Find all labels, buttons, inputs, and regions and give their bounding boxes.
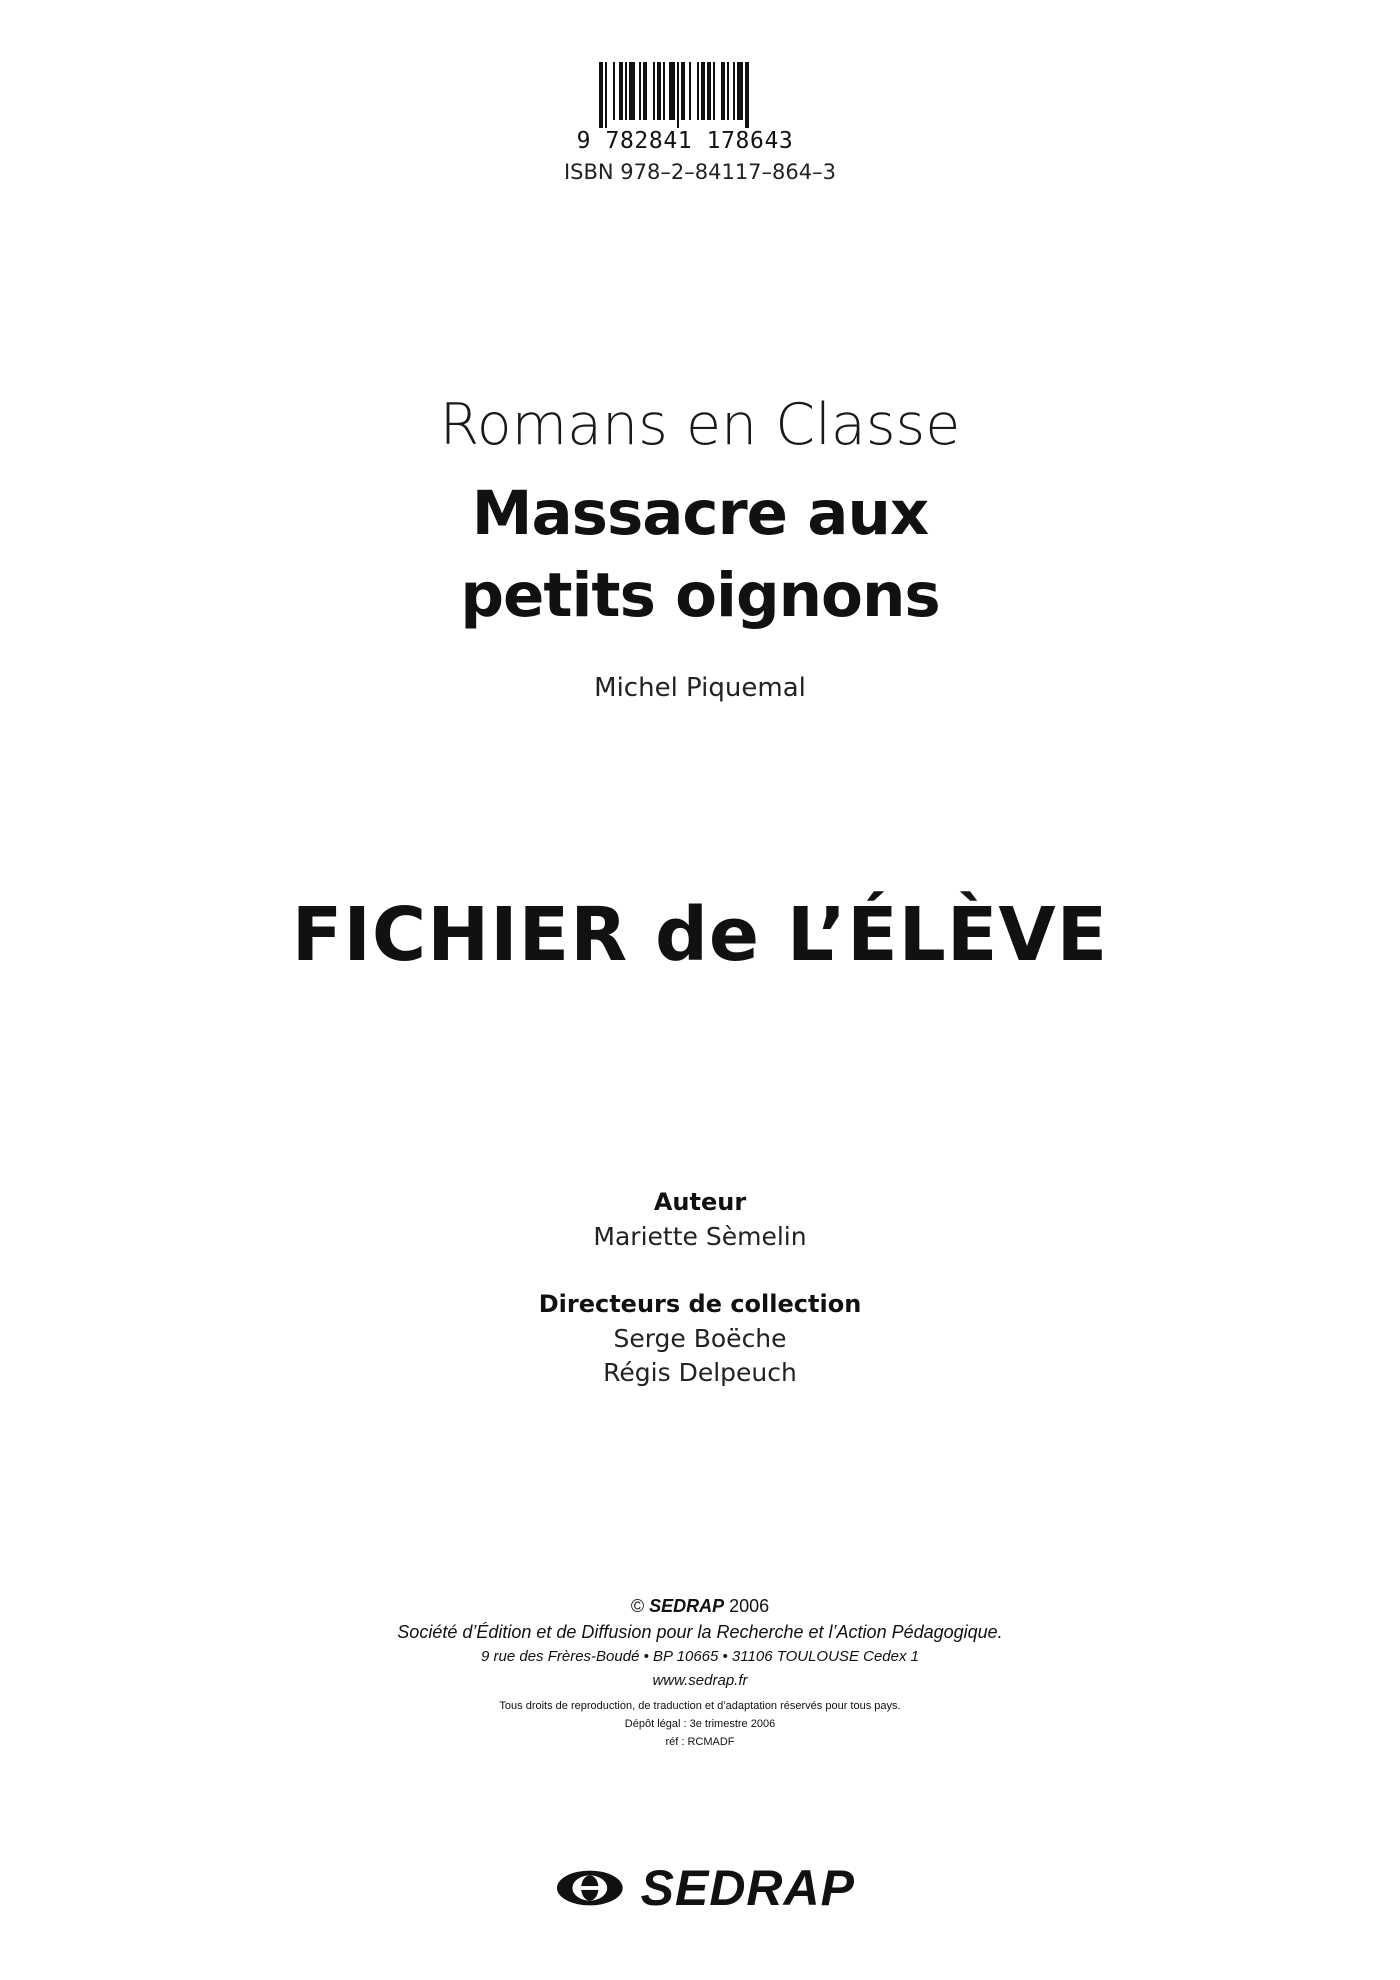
directeurs-label: Directeurs de collection bbox=[538, 1290, 862, 1318]
book-author: Michel Piquemal bbox=[594, 673, 806, 703]
copyright-symbol: © bbox=[630, 1596, 645, 1616]
directeur-name: Régis Delpeuch bbox=[603, 1358, 797, 1387]
auteur-name: Mariette Sèmelin bbox=[593, 1222, 807, 1251]
reference-code: réf : RCMADF bbox=[665, 1736, 735, 1748]
main-heading: FICHIER de L’ÉLÈVE bbox=[291, 892, 1109, 978]
isbn-number: ISBN 978–2–84117–864–3 bbox=[563, 160, 836, 184]
publisher-website: www.sedrap.fr bbox=[652, 1672, 748, 1689]
publisher-full-name: Société d’Édition et de Diffusion pour la Recherche et l’Action Pédagogique. bbox=[397, 1622, 1003, 1642]
sedrap-logo-icon bbox=[555, 1868, 625, 1908]
copyright-year: 2006 bbox=[729, 1596, 770, 1616]
publisher-name: SEDRAP bbox=[649, 1596, 725, 1616]
publisher-address: 9 rue des Frères-Boudé • BP 10665 • 31106 TOULOUSE Cedex 1 bbox=[481, 1648, 919, 1665]
series-title: Romans en Classe bbox=[439, 392, 961, 458]
rights-notice: Tous droits de reproduction, de traduction et d’adaptation réservés pour tous pays. bbox=[499, 1700, 901, 1712]
book-title-line-1: Massacre aux bbox=[471, 478, 929, 549]
copyright-line bbox=[0, 1596, 1400, 1617]
book-title-line-2: petits oignons bbox=[460, 560, 940, 631]
directeur-name: Serge Boëche bbox=[613, 1324, 787, 1353]
auteur-label: Auteur bbox=[653, 1188, 747, 1216]
barcode-digits: 9 782841 178643 bbox=[576, 128, 794, 154]
legal-deposit: Dépôt légal : 3e trimestre 2006 bbox=[624, 1718, 776, 1730]
barcode-icon bbox=[595, 62, 815, 128]
sedrap-logo bbox=[555, 1858, 855, 1918]
logo-text: SEDRAP bbox=[640, 1860, 855, 1916]
